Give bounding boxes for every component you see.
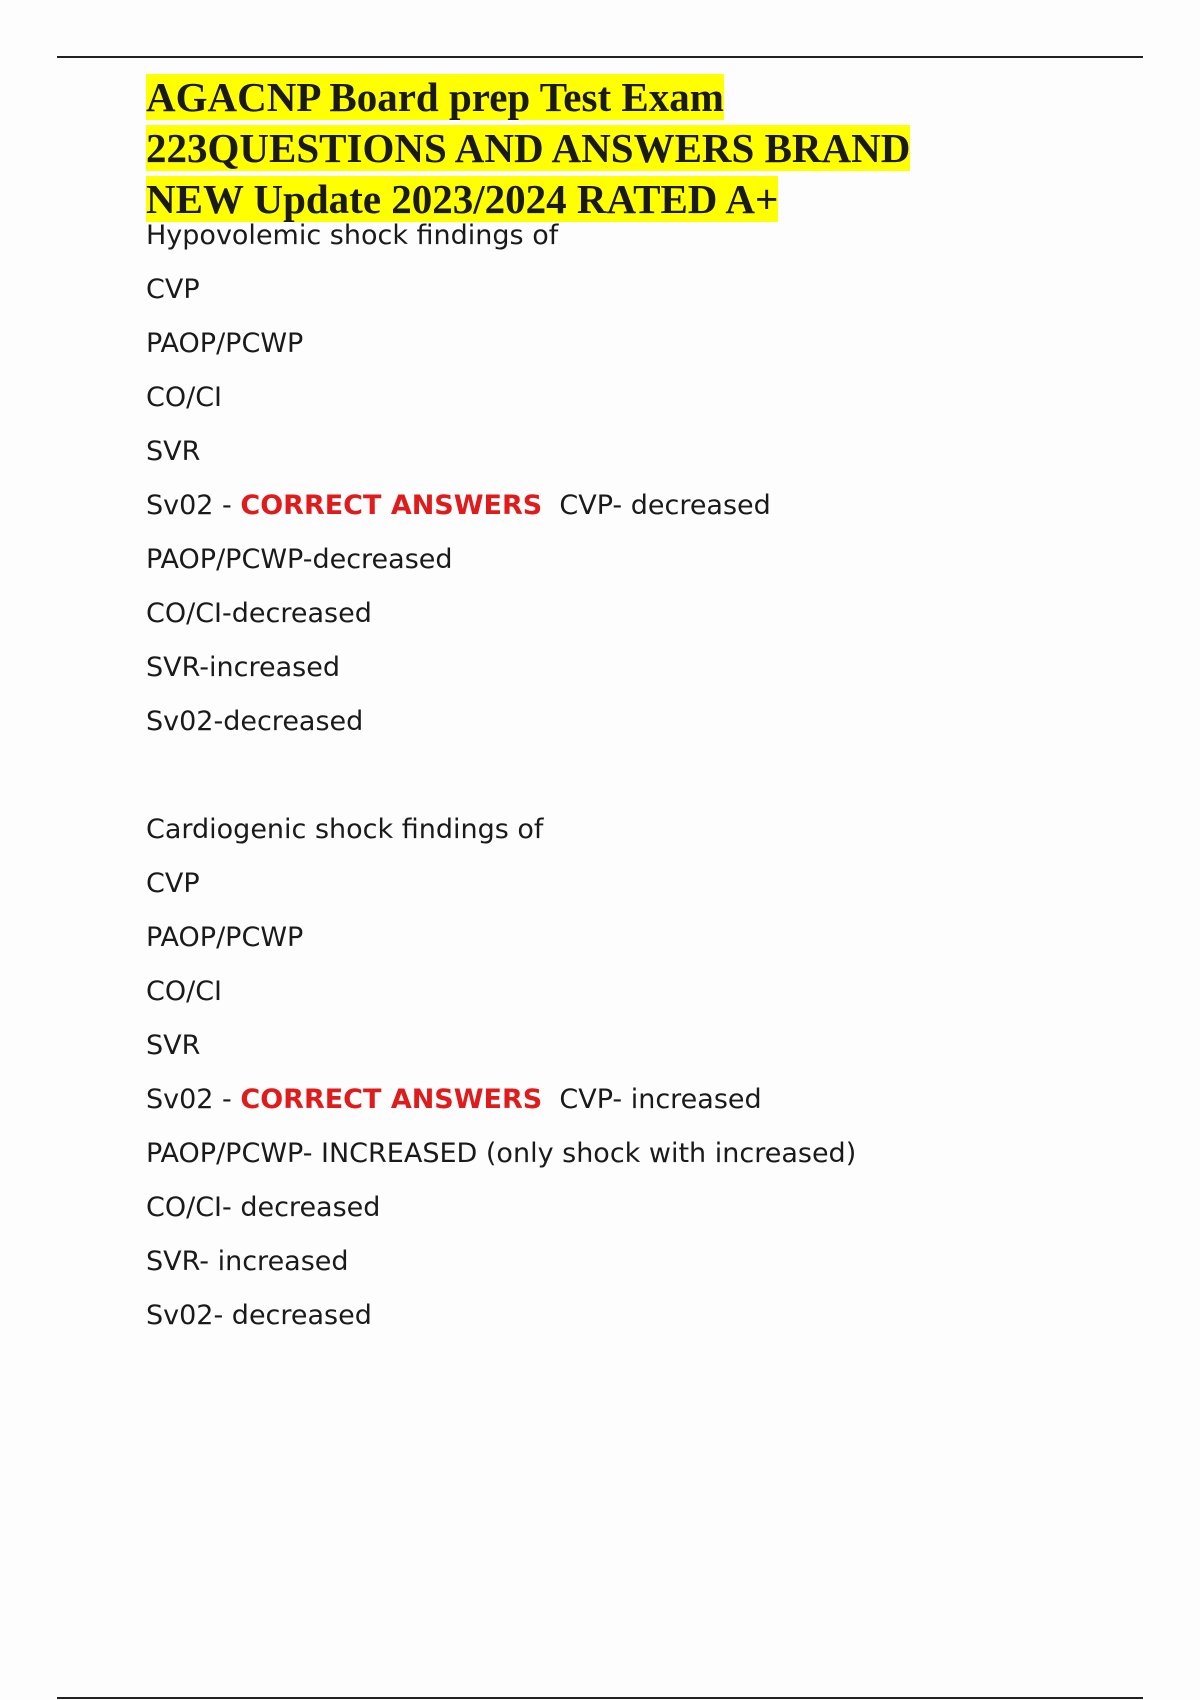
prompt-item: PAOP/PCWP bbox=[146, 922, 304, 953]
answer-item: Sv02- decreased bbox=[146, 1300, 372, 1331]
prompt-item: CVP bbox=[146, 868, 200, 899]
correct-answers-label: CORRECT ANSWERS bbox=[240, 1084, 543, 1115]
answer-item: SVR- increased bbox=[146, 1246, 349, 1277]
answer-first: CVP- decreased bbox=[542, 490, 771, 521]
answer-item: CO/CI- decreased bbox=[146, 1192, 381, 1223]
answer-prefix: Sv02 - bbox=[146, 490, 241, 521]
prompt-item: CVP bbox=[146, 274, 200, 305]
question-prompt: Hypovolemic shock findings of bbox=[146, 220, 559, 251]
prompt-item: CO/CI bbox=[146, 976, 223, 1007]
answer-item: PAOP/PCWP-decreased bbox=[146, 544, 453, 575]
spacer bbox=[146, 749, 1146, 803]
top-rule bbox=[57, 56, 1143, 58]
answer-item: CO/CI-decreased bbox=[146, 598, 372, 629]
prompt-item: SVR bbox=[146, 436, 201, 467]
answer-line bbox=[146, 1073, 1146, 1127]
prompt-item: CO/CI bbox=[146, 382, 223, 413]
bottom-rule bbox=[57, 1697, 1143, 1699]
title-highlight: AGACNP Board prep Test Exam 223QUESTIONS AND ANSWERS BRAND NEW Update 2023/2024 RATED A+ bbox=[146, 74, 911, 222]
answer-first: CVP- increased bbox=[542, 1084, 762, 1115]
correct-answers-label: CORRECT ANSWERS bbox=[240, 490, 543, 521]
document-title bbox=[146, 72, 986, 225]
question-prompt: Cardiogenic shock findings of bbox=[146, 814, 544, 845]
answer-item: Sv02-decreased bbox=[146, 706, 364, 737]
answer-item: PAOP/PCWP- INCREASED (only shock with increased) bbox=[146, 1138, 857, 1169]
answer-prefix: Sv02 - bbox=[146, 1084, 241, 1115]
question-block bbox=[146, 803, 1146, 1343]
prompt-item: SVR bbox=[146, 1030, 201, 1061]
question-block bbox=[146, 209, 1146, 749]
answer-item: SVR-increased bbox=[146, 652, 340, 683]
answer-line bbox=[146, 479, 1146, 533]
prompt-item: PAOP/PCWP bbox=[146, 328, 304, 359]
document-body bbox=[146, 72, 1146, 1343]
